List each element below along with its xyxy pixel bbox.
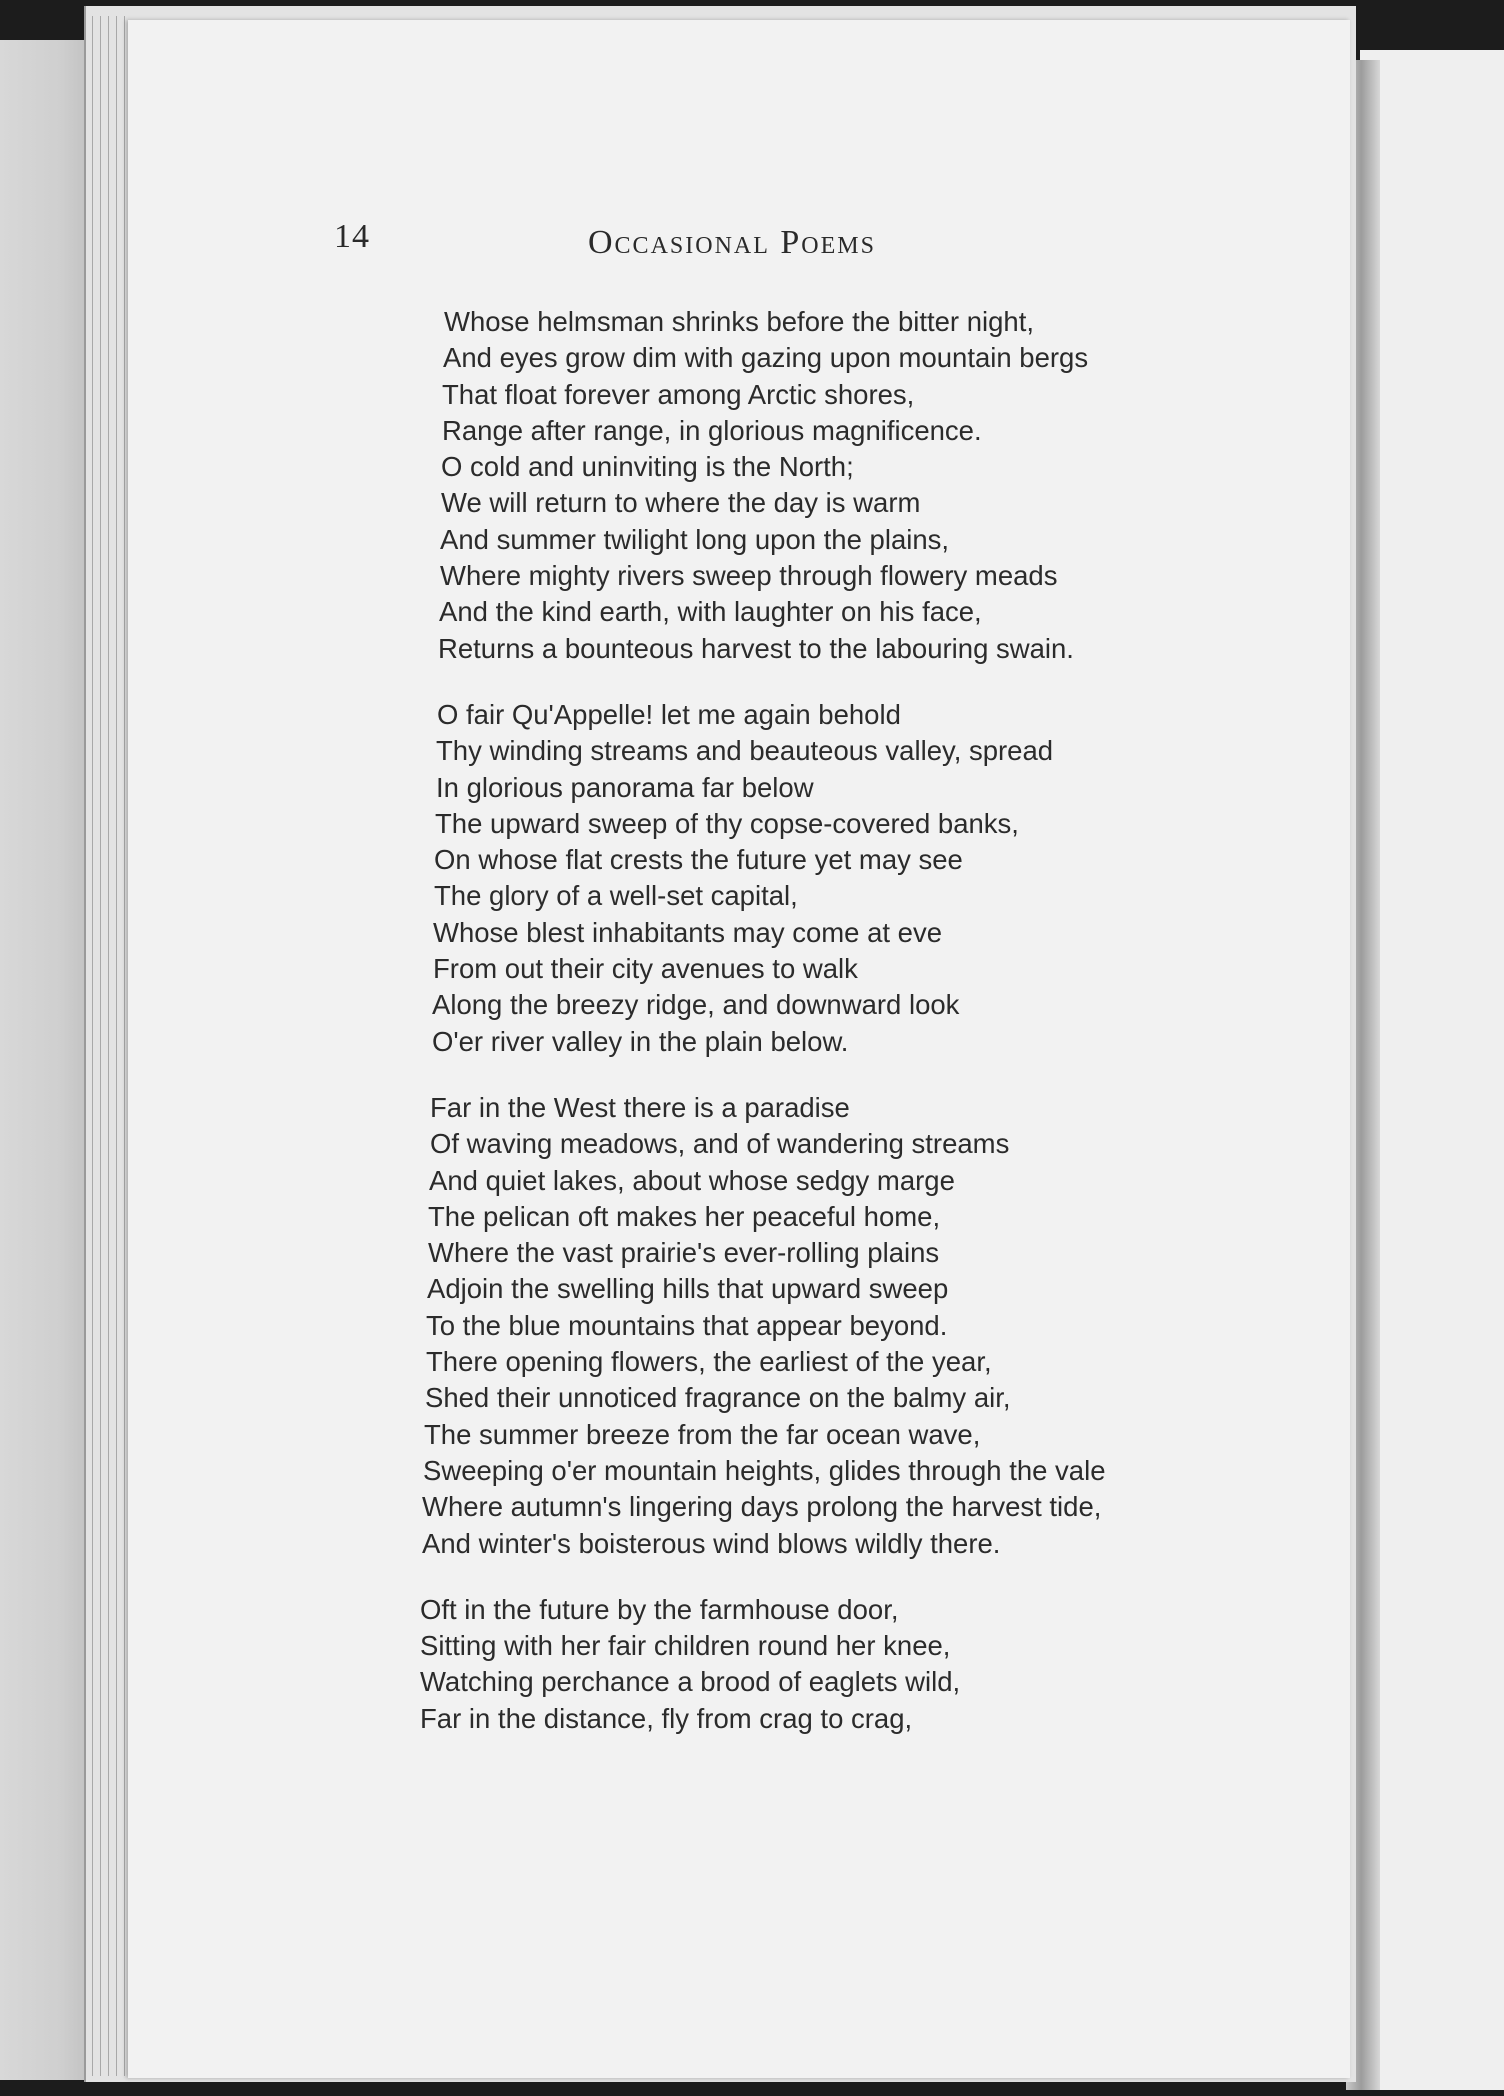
- stanza: [420, 1090, 1180, 1562]
- poem-line: O fair Qu'Appelle! let me again behold: [437, 698, 901, 730]
- page-edge-line: [100, 16, 101, 2076]
- poem-line: Of waving meadows, and of wandering streams: [430, 1128, 1010, 1160]
- poem-line: Far in the distance, fly from crag to crag,: [420, 1702, 913, 1734]
- poem-line: Where mighty rivers sweep through flowery meads: [440, 560, 1058, 592]
- poem-line: Far in the West there is a paradise: [430, 1091, 850, 1123]
- poem-line: Where autumn's lingering days prolong the harvest tide,: [422, 1491, 1102, 1523]
- poem-line: There opening flowers, the earliest of the year,: [426, 1346, 992, 1378]
- page-edge-line: [108, 16, 109, 2076]
- page-edge-line: [124, 16, 125, 2076]
- poem-line: Sitting with her fair children round her knee,: [420, 1630, 951, 1662]
- poem-line: From out their city avenues to walk: [433, 953, 858, 985]
- poem-line: The upward sweep of thy copse-covered banks,: [435, 807, 1019, 839]
- poem-line: Shed their unnoticed fragrance on the balmy air,: [425, 1382, 1011, 1414]
- poem-line: That float forever among Arctic shores,: [442, 378, 915, 410]
- poem-line: The summer breeze from the far ocean wave,: [424, 1418, 981, 1450]
- stanza: [420, 1592, 1180, 1737]
- poem-line: The pelican oft makes her peaceful home,: [428, 1200, 941, 1232]
- poem-line: We will return to where the day is warm: [441, 487, 921, 519]
- scan-background-right: [1360, 50, 1504, 2090]
- stanza: [420, 304, 1180, 667]
- poem-line: To the blue mountains that appear beyond.: [426, 1309, 948, 1341]
- poem-line: Oft in the future by the farmhouse door,: [420, 1593, 899, 1625]
- running-title: Occasional Poems: [588, 224, 876, 261]
- page-number: 14: [334, 218, 370, 255]
- poem-line: Returns a bounteous harvest to the labouring swain.: [438, 632, 1074, 664]
- poem-line: Range after range, in glorious magnificence.: [442, 414, 982, 446]
- poem-line: Watching perchance a brood of eaglets wild,: [420, 1666, 961, 1698]
- poem-body: [420, 304, 1180, 1737]
- page-edge-line: [92, 16, 93, 2076]
- poem-line: In glorious panorama far below: [436, 771, 814, 803]
- poem-line: And eyes grow dim with gazing upon mountain bergs: [443, 342, 1089, 374]
- poem-line: And the kind earth, with laughter on his face,: [439, 596, 982, 628]
- poem-line: O cold and uninviting is the North;: [441, 451, 854, 483]
- poem-line: And summer twilight long upon the plains,: [440, 523, 950, 555]
- poem-line: Along the breezy ridge, and downward look: [432, 989, 960, 1021]
- poem-line: Whose helmsman shrinks before the bitter night,: [444, 306, 1035, 337]
- poem-line: Where the vast prairie's ever-rolling plains: [428, 1237, 940, 1269]
- poem-line: On whose flat crests the future yet may see: [434, 844, 963, 876]
- poem-line: Sweeping o'er mountain heights, glides through the vale: [423, 1454, 1106, 1486]
- poem-line: Whose blest inhabitants may come at eve: [433, 916, 943, 948]
- poem-line: And quiet lakes, about whose sedgy marge: [429, 1164, 955, 1196]
- poem-line: Adjoin the swelling hills that upward sweep: [427, 1273, 949, 1305]
- page-edge-line: [116, 16, 117, 2076]
- poem-line: And winter's boisterous wind blows wildly there.: [422, 1527, 1001, 1559]
- stanza: [420, 697, 1180, 1060]
- poem-line: Thy winding streams and beauteous valley, spread: [436, 735, 1054, 767]
- poem-line: The glory of a well-set capital,: [434, 880, 798, 912]
- poem-line: O'er river valley in the plain below.: [432, 1025, 849, 1057]
